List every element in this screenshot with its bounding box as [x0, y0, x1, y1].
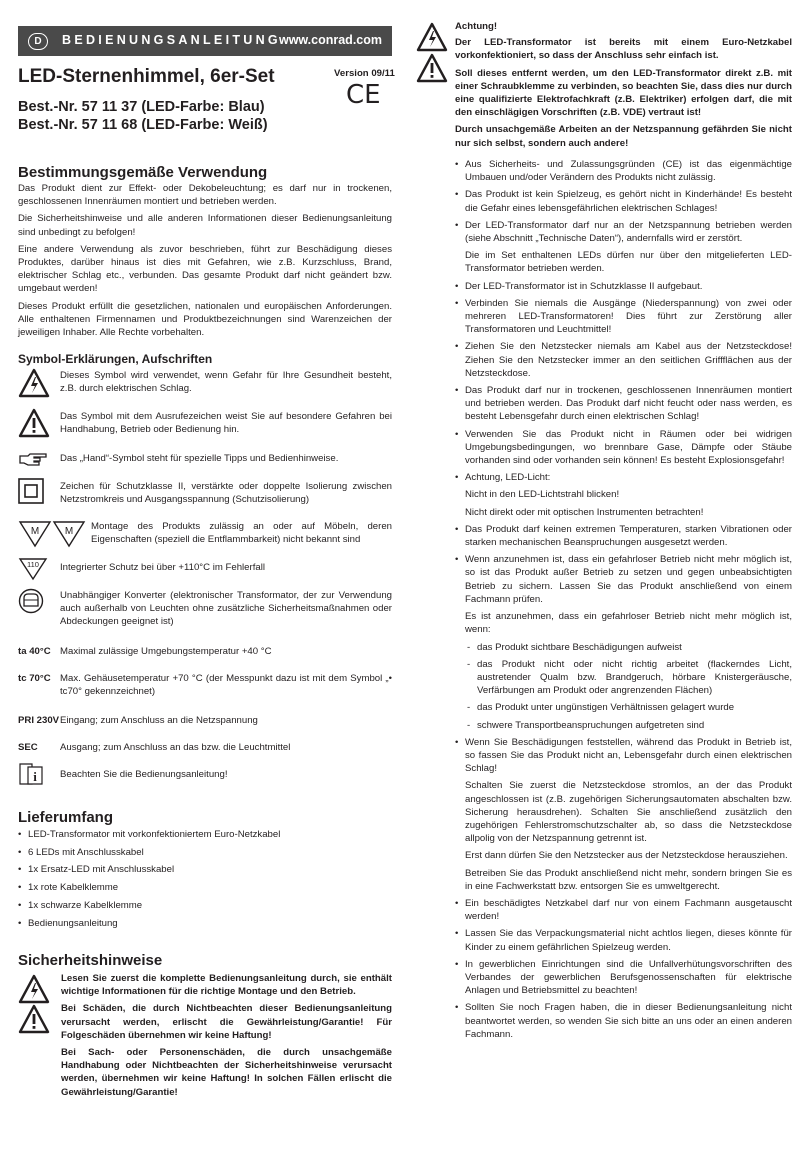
symbol-label: ta 40°C	[18, 646, 51, 657]
symbol-row	[18, 368, 392, 402]
symbol-description: Maximal zulässige Umgebungstemperatur +40 °C	[60, 646, 272, 657]
symbol-description: Max. Gehäusetemperatur +70 °C (der Messpunkt dazu ist mit dem Symbol „• tc70° gekennzeichnet)	[60, 673, 392, 698]
page-title: LED-Sternenhimmel, 6er-Set	[18, 66, 275, 87]
svg-text:M: M	[30, 526, 40, 537]
list-item-text: Schalten Sie zuerst die Netzsteckdose stromlos, an der das Produkt angeschlossen ist (z.B. zugehörigen Sicherungsautomaten abschalten bzw. Sicherung herausdrehen). Schalten Sie anschließend zusätzlich den zugehörigen Fehlerstromschutzschalter ab, so dass die Netzsteckdose allpolig von der Netzspannung getrennt ist.	[465, 780, 792, 845]
header-bar	[18, 26, 392, 56]
lightning-warning-icon	[416, 22, 448, 52]
safety-intro	[61, 972, 392, 1099]
list-item: • Das Produkt darf keinen extremen Temperaturen, starken Vibrationen oder starken mechanischen Beanspruchungen ausgesetzt werden.	[455, 523, 792, 549]
list-item: • 6 LEDs mit Anschlusskabel	[18, 846, 392, 859]
symbol-description: Zeichen für Schutzklasse II, verstärkte oder doppelte Isolierung zwischen Netzstromkreis und Ausgangsspannung (Schutzisolierung)	[60, 481, 392, 506]
symbol-description: Das Symbol mit dem Ausrufezeichen weist Sie auf besondere Gefahren bei Handhabung, Betrieb oder Bedienung hin.	[60, 411, 392, 436]
list-item-text: Betreiben Sie das Produkt anschließend nicht mehr, sondern bringen Sie es in eine Fachwerkstatt bzw. entsorgen Sie es umweltgerecht.	[465, 867, 792, 892]
exclamation-warning-icon	[18, 1004, 50, 1034]
symbol-label: PRI 230V	[18, 715, 60, 726]
list-item-text: Die im Set enthaltenen LEDs dürfen nur über den mitgelieferten LED-Transformator betrieben werden.	[465, 250, 792, 275]
ce-mark-icon: CE	[346, 80, 381, 110]
symbol-row	[18, 408, 392, 442]
read-manual-icon	[18, 762, 44, 786]
warning-paragraph: Durch unsachgemäße Arbeiten an der Netzspannung gefährden Sie nicht nur sich selbst, sondern auch andere!	[455, 124, 792, 149]
symbol-description: Ausgang; zum Anschluss an das bzw. die Leuchtmittel	[60, 742, 291, 753]
dash-item: - das Produkt sichtbare Beschädigungen aufweist	[465, 641, 792, 654]
list-item: • Verbinden Sie niemals die Ausgänge (Niederspannung) von zwei oder mehreren LED-Transformatoren! Dies führt zur Zerstörung aller Transformatoren und Leuchtmittel!	[455, 297, 792, 337]
list-item-text: Nicht direkt oder mit optischen Instrumenten betrachten!	[465, 506, 704, 518]
hand-pointer-icon	[18, 450, 48, 468]
list-item-text: • Wenn anzunehmen ist, dass ein gefahrloser Betrieb nicht mehr möglich ist, so ist das Produkt außer Betrieb zu setzen und gegen unbeabsichtigten Betrieb zu sichern. Lassen Sie das Produkt anschließend von einem Fachmann prüfen.	[465, 554, 792, 605]
svg-text:M: M	[64, 526, 74, 537]
list-item: • 1x rote Kabelklemme	[18, 881, 392, 894]
svg-text:110: 110	[27, 560, 39, 569]
right-column	[455, 20, 792, 154]
intended-use-paragraph: Dieses Produkt erfüllt die gesetzlichen, nationalen und europäischen Anforderungen. Alle enthaltenen Firmennamen und Produktbezeichnungen sind Warenzeichen der jeweiligen Inhaber. Alle Rechte vorbehalten.	[18, 300, 392, 339]
order-number-blue: Best.-Nr. 57 11 37 (LED-Farbe: Blau)	[18, 99, 265, 115]
list-item-text: • Achtung, LED-Licht:	[465, 472, 551, 484]
intended-use-text	[18, 182, 392, 339]
list-item-text: • Wenn Sie Beschädigungen feststellen, während das Produkt in Betrieb ist, so fassen Sie das Produkt nicht an, Lebensgefahr durch einen elektrischen Schlag!	[465, 736, 792, 775]
symbol-description: Beachten Sie die Bedienungsanleitung!	[60, 769, 228, 780]
independent-converter-icon	[18, 588, 44, 614]
dash-item: - das Produkt unter ungünstigen Verhältnissen gelagert wurde	[465, 701, 792, 714]
section-heading-scope: Lieferumfang	[18, 809, 114, 826]
svg-text:i: i	[33, 769, 37, 784]
dash-item: - das Produkt nicht oder nicht richtig arbeitet (flackerndes Licht, austretender Qualm bzw. Brandgeruch, hörbare Knistergeräusche, Verfärbungen am Produkt oder angrenzenden Flächen)	[465, 658, 792, 698]
safety-list	[455, 158, 792, 1041]
list-item: • Aus Sicherheits- und Zulassungsgründen (CE) ist das eigenmächtige Umbauen und/oder Verändern des Produkts nicht zulässig.	[455, 158, 792, 184]
list-item: • 1x Ersatz-LED mit Anschlusskabel	[18, 863, 392, 876]
list-item-text: Erst dann dürfen Sie den Netzstecker aus der Netzsteckdose herausziehen.	[465, 850, 788, 862]
intended-use-paragraph: Die Sicherheitshinweise und alle anderen Informationen dieser Bedienungsanleitung sind unbedingt zu befolgen!	[18, 213, 392, 238]
list-item-text: Nicht in den LED-Lichtstrahl blicken!	[465, 489, 620, 501]
list-item: • Ziehen Sie den Netzstecker niemals am Kabel aus der Netzsteckdose! Ziehen Sie den Netzstecker immer an den seitlichen Griffflächen aus der Netzsteckdose.	[455, 340, 792, 380]
list-item: • Lassen Sie das Verpackungsmaterial nicht achtlos liegen, dieses könnte für Kinder zu einem gefährlichen Spielzeug werden.	[455, 927, 792, 953]
intended-use-paragraph: Eine andere Verwendung als zuvor beschrieben, führt zur Beschädigung dieses Produktes, darüber hinaus ist dies mit Gefahren, wie z.B. Kurzschluss, Brand, elektrischer Schlag etc., verbunden. Das gesamte Produkt darf nicht geändert bzw. umgebaut werden!	[18, 243, 392, 295]
section-heading-symbols: Symbol-Erklärungen, Aufschriften	[18, 352, 213, 366]
list-item-text: • Der LED-Transformator darf nur an der Netzspannung betrieben werden (siehe Abschnitt „Technische Daten“), andernfalls wird er zerstört.	[465, 219, 792, 245]
list-item: • In gewerblichen Einrichtungen sind die Unfallverhütungsvorschriften des Verbandes der gewerblichen Berufsgenossenschaften für elektrische Anlagen und Betriebsmittel zu beachten!	[455, 958, 792, 998]
symbol-label: SEC	[18, 742, 38, 753]
list-item: • Das Produkt ist kein Spielzeug, es gehört nicht in Kinderhände! Es besteht die Gefahr eines lebensgefährlichen elektrischen Schlages!	[455, 188, 792, 214]
symbol-description: Integrierter Schutz bei über +110°C im Fehlerfall	[60, 562, 265, 573]
symbol-description: Eingang; zum Anschluss an die Netzspannung	[60, 715, 258, 726]
version-label: Version 09/11	[334, 68, 395, 79]
safety-paragraph: Lesen Sie zuerst die komplette Bedienungsanleitung durch, sie enthält wichtige Informationen für die richtige Montage und den Betrieb.	[61, 973, 392, 998]
lightning-warning-icon	[18, 368, 50, 398]
dash-item: - schwere Transportbeanspruchungen aufgetreten sind	[465, 719, 792, 732]
list-item-text: Es ist anzunehmen, dass ein gefahrloser Betrieb nicht mehr möglich ist, wenn:	[465, 611, 792, 636]
symbol-row	[18, 450, 392, 470]
attention-label: Achtung!	[455, 21, 498, 32]
warning-paragraph: Soll dieses entfernt werden, um den LED-Transformator direkt z.B. mit einer Schraubklemme zu verbinden, so beachten Sie, dass dies nur durch eine qualifizierte Elektrofachkraft (z.B. Elektriker) erfolgen darf, die mit den einschlägigen Vorschriften (z.B. VDE) vertraut ist!	[455, 67, 792, 119]
exclamation-warning-icon	[416, 53, 448, 83]
exclamation-warning-icon	[18, 408, 50, 438]
section-heading-safety: Sicherheitshinweise	[18, 952, 163, 969]
language-badge: D	[28, 33, 48, 50]
list-item: • Das Produkt darf nur in trockenen, geschlossenen Innenräumen montiert und betrieben werden. Das Produkt darf nicht feucht oder nass werden, es besteht Lebensgefahr durch einen elektrischen Schlag!	[455, 384, 792, 424]
warning-paragraph: Der LED-Transformator ist bereits mit einem Euro-Netzkabel vorkonfektioniert, so dass der Anschluss sehr einfach ist.	[455, 37, 792, 62]
list-item: • LED-Transformator mit vorkonfektioniertem Euro-Netzkabel	[18, 828, 392, 841]
symbol-row	[18, 762, 392, 788]
list-item: • Verwenden Sie das Produkt nicht in Räumen oder bei widrigen Umgebungsbedingungen, wo brennbare Gase, Dämpfe oder Stäube vorhanden sind oder vorhanden sein können! Es besteht Explosionsgefahr!	[455, 428, 792, 468]
symbol-row	[18, 672, 392, 700]
list-item: • Bedienungsanleitung	[18, 917, 392, 930]
list-item	[455, 736, 792, 893]
symbol-description: Das „Hand“-Symbol steht für spezielle Tipps und Bedienhinweise.	[60, 453, 339, 464]
safety-paragraph: Bei Sach- oder Personenschäden, die durch unsachgemäße Handhabung oder Nichtbeachten der Sicherheitshinweise verursacht werden, übernehmen wir keine Haftung! In solchen Fällen erlischt die Gewährleistung/Garantie!	[61, 1047, 392, 1098]
list-item: • 1x schwarze Kabelklemme	[18, 899, 392, 912]
symbol-row	[18, 520, 392, 554]
list-item	[455, 553, 792, 731]
header-url[interactable]: www.conrad.com	[278, 33, 382, 47]
list-item	[455, 471, 792, 519]
thermal-protection-icon	[18, 557, 48, 581]
symbol-row	[18, 557, 392, 581]
symbol-row	[18, 478, 392, 512]
list-item	[455, 219, 792, 276]
lightning-warning-icon	[18, 974, 50, 1004]
list-item: • Sollten Sie noch Fragen haben, die in dieser Bedienungsanleitung nicht beantwortet werden, so wenden Sie sich bitte an uns oder an einen anderen Fachmann.	[455, 1001, 792, 1041]
intended-use-paragraph: Das Produkt dient zur Effekt- oder Dekobeleuchtung; es darf nur in trockenen, geschlossenen Innenräumen montiert und betrieben werden.	[18, 183, 392, 208]
header-title: BEDIENUNGSANLEITUNG	[62, 33, 281, 47]
symbol-description: Dieses Symbol wird verwendet, wenn Gefahr für Ihre Gesundheit besteht, z.B. durch elektrischen Schlag.	[60, 370, 392, 395]
symbol-row	[18, 741, 392, 755]
safety-paragraph: Bei Schäden, die durch Nichtbeachten dieser Bedienungsanleitung verursacht werden, erlischt die Gewährleistung/Garantie! Für Folgeschäden übernehmen wir keine Haftung!	[61, 1003, 392, 1041]
symbol-description: Montage des Produkts zulässig an oder auf Möbeln, deren Eigenschaften (speziell die Entflammbarkeit) nicht bekannt sind	[91, 521, 392, 546]
section-heading-intended-use: Bestimmungsgemäße Verwendung	[18, 164, 268, 181]
protection-class-ii-icon	[18, 478, 44, 504]
list-item: • Der LED-Transformator ist in Schutzklasse II aufgebaut.	[455, 280, 792, 293]
symbol-row	[18, 645, 392, 659]
list-item: • Ein beschädigtes Netzkabel darf nur von einem Fachmann ausgetauscht werden!	[455, 897, 792, 923]
order-number-white: Best.-Nr. 57 11 68 (LED-Farbe: Weiß)	[18, 117, 268, 133]
symbol-label: tc 70°C	[18, 673, 51, 684]
scope-list	[18, 828, 392, 930]
symbol-row	[18, 714, 392, 728]
furniture-mounting-icon	[18, 520, 86, 548]
symbol-row	[18, 588, 392, 632]
symbol-description: Unabhängiger Konverter (elektronischer Transformator, der zur Verwendung auch außerhalb von Leuchten ohne zusätzliche Sicherheitsmaßnahmen oder Abdeckungen geeignet ist)	[60, 590, 392, 628]
